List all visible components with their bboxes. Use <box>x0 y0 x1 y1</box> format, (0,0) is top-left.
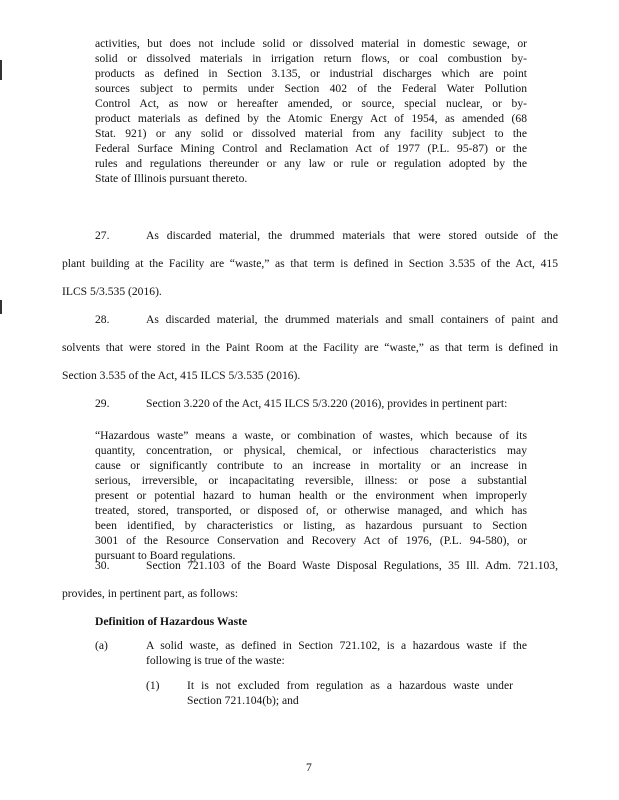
quote-line: quantity, concentration, or physical, chemical, or infectious characteristics may <box>95 444 527 457</box>
quote-line: “Hazardous waste” means a waste, or combination of wastes, which because of its <box>95 429 527 442</box>
item-line: A solid waste, as defined in Section 721.102, is a hazardous waste if the <box>146 639 527 652</box>
paragraph-number: 27. <box>95 229 110 242</box>
quote-line: 3001 of the Resource Conservation and Recovery Act of 1976, (P.L. 94-580), or <box>95 534 527 547</box>
quote-line: been identified, by characteristics or listing, as hazardous pursuant to Section <box>95 519 527 532</box>
item-label: (1) <box>146 679 160 692</box>
paragraph-line: Section 721.103 of the Board Waste Disposal Regulations, 35 Ill. Adm. 721.103, <box>146 559 558 572</box>
page-number: 7 <box>306 761 312 774</box>
quote-line: treated, stored, transported, or disposed of, or otherwise managed, and which has <box>95 504 527 517</box>
quote-line: activities, but does not include solid or dissolved material in domestic sewage, or <box>95 37 527 50</box>
item-label: (a) <box>95 639 108 652</box>
quote-line: State of Illinois pursuant thereto. <box>95 172 248 185</box>
item-line: It is not excluded from regulation as a hazardous waste under <box>187 679 513 692</box>
quote-line: Control Act, as now or hereafter amended, or source, special nuclear, or by- <box>95 97 527 110</box>
scan-edge-mark <box>0 300 2 314</box>
quote-line: Federal Surface Mining Control and Reclamation Act of 1977 (P.L. 95-87) or the <box>95 142 527 155</box>
paragraph-line: solvents that were stored in the Paint Room at the Facility are “waste,” as that term is defined in <box>62 341 558 354</box>
paragraph-line: Section 3.535 of the Act, 415 ILCS 5/3.535 (2016). <box>62 369 301 382</box>
quote-line: present or potential hazard to human health or the environment when improperly <box>95 489 527 502</box>
quote-line: pursuant to Board regulations. <box>95 549 236 562</box>
quote-line: solid or dissolved materials in irrigation return flows, or coal combustion by- <box>95 52 527 65</box>
quote-line: serious, irreversible, or incapacitating reversible, illness: or pose a substantial <box>95 474 527 487</box>
paragraph-line: As discarded material, the drummed materials that were stored outside of the <box>146 229 558 242</box>
item-line: following is true of the waste: <box>146 654 285 667</box>
paragraph-line: Section 3.220 of the Act, 415 ILCS 5/3.220 (2016), provides in pertinent part: <box>146 397 508 410</box>
paragraph-number: 30. <box>95 559 110 572</box>
paragraph-line: ILCS 5/3.535 (2016). <box>62 285 162 298</box>
paragraph-number: 29. <box>95 397 110 410</box>
quote-line: sources subject to permits under Section 402 of the Federal Water Pollution <box>95 82 527 95</box>
section-heading: Definition of Hazardous Waste <box>95 615 248 628</box>
item-line: Section 721.104(b); and <box>187 694 299 707</box>
paragraph-line: As discarded material, the drummed materials and small containers of paint and <box>146 313 558 326</box>
quote-line: rules and regulations thereunder or any law or rule or regulation adopted by the <box>95 157 527 170</box>
quote-line: Stat. 921) or any solid or dissolved material from any facility subject to the <box>95 127 527 140</box>
paragraph-line: provides, in pertinent part, as follows: <box>62 587 239 600</box>
paragraph-line: plant building at the Facility are “waste,” as that term is defined in Section 3.535 of the Act, 415 <box>62 257 558 270</box>
scan-edge-mark <box>0 60 2 80</box>
paragraph-number: 28. <box>95 313 110 326</box>
quote-line: products as defined in Section 3.135, or industrial discharges which are point <box>95 67 527 80</box>
quote-line: product materials as defined by the Atomic Energy Act of 1954, as amended (68 <box>95 112 527 125</box>
quote-line: cause or significantly contribute to an increase in mortality or an increase in <box>95 459 527 472</box>
